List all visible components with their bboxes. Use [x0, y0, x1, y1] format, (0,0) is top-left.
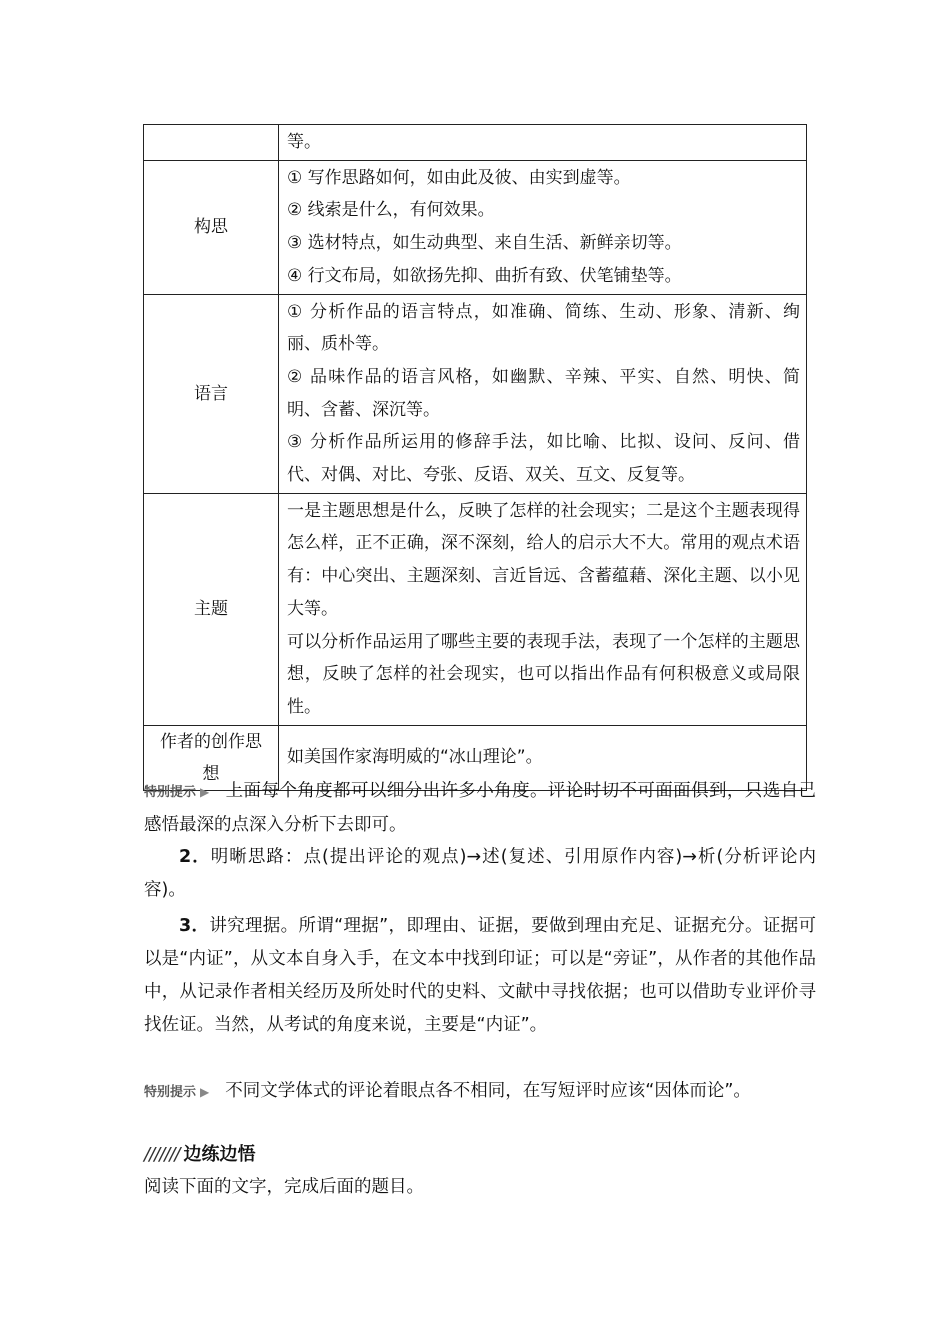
table-row	[144, 160, 807, 294]
tip-block-2	[144, 1075, 784, 1109]
tip-label: 特别提示	[144, 1085, 197, 1100]
play-arrow-icon: ▶	[200, 1085, 210, 1099]
content-line: ② 线索是什么，有何效果。	[287, 200, 495, 221]
point-text: 明晰思路：点(提出评论的观点)→述(复述、引用原作内容)→析(分析评论内容)。	[144, 847, 816, 900]
content-line: 等。	[287, 132, 321, 152]
tip-block-1	[144, 775, 816, 842]
content-line: 可以分析作品运用了哪些主要的表现手法，表现了一个怎样的主题思想，反映了怎样的社会现实，也可以指出作品有何积极意义或局限性。	[287, 631, 800, 717]
point-2	[144, 841, 816, 907]
table-row	[144, 125, 807, 161]
row-header-gousi: 构思	[144, 160, 279, 294]
row-content	[279, 294, 807, 493]
point-number: 3．	[179, 916, 210, 936]
section-heading	[144, 1138, 816, 1171]
practice-section	[144, 1138, 816, 1204]
table-row	[144, 493, 807, 725]
content-line: ④ 行文布局，如欲扬先抑、曲折有致、伏笔铺垫等。	[287, 265, 682, 286]
row-content	[279, 493, 807, 725]
content-line: ③ 分析作品所运用的修辞手法，如比喻、比拟、设问、反问、借代、对偶、对比、夸张、反语、双关、互文、反复等。	[287, 432, 800, 486]
point-number: 2．	[179, 847, 211, 867]
content-line: ② 品味作品的语言风格，如幽默、辛辣、平实、自然、明快、简明、含蓄、深沉等。	[287, 366, 800, 420]
content-line: ③ 选材特点，如生动典型、来自生活、新鲜亲切等。	[287, 233, 682, 254]
point-3	[144, 910, 816, 1042]
row-header	[144, 125, 279, 161]
row-header-author: 作者的创作思想	[144, 725, 279, 790]
play-arrow-icon: ▶	[200, 785, 210, 799]
tip-text: 上面每个角度都可以细分出许多小角度。评论时切不可面面俱到，只选自己感悟最深的点深入分析下去即可。	[144, 781, 816, 835]
criticism-angles-table	[143, 124, 807, 791]
row-content	[279, 160, 807, 294]
content-line: ① 写作思路如何，如由此及彼、由实到虚等。	[287, 167, 631, 188]
tip-label: 特别提示	[144, 785, 197, 800]
row-header-yuyan: 语言	[144, 294, 279, 493]
instruction-text: 阅读下面的文字，完成后面的题目。	[144, 1177, 424, 1197]
row-content	[279, 125, 807, 161]
row-header-zhuti: 主题	[144, 493, 279, 725]
tip-text: 不同文学体式的评论着眼点各不相同，在写短评时应该“因体而论”。	[225, 1081, 751, 1101]
content-line: 一是主题思想是什么，反映了怎样的社会现实；二是这个主题表现得怎么样，正不正确，深不深刻，给人的启示大不大。常用的观点术语有：中心突出、主题深刻、言近旨远、含蓄蕴藉、深化主题、以小见大等。	[287, 500, 800, 619]
decorative-slashes: ///////	[144, 1144, 180, 1165]
point-text: 讲究理据。所谓“理据”，即理由、证据，要做到理由充足、证据充分。证据可以是“内证”，从文本自身入手，在文本中找到印证；可以是“旁证”，从作者的其他作品中，从记录作者相关经历及所处时代的史料、文献中寻找依据；也可以借助专业评价寻找佐证。当然，从考试的角度来说，主要是“内证”。	[144, 916, 816, 1035]
table-row	[144, 294, 807, 493]
content-line: 如美国作家海明威的“冰山理论”。	[287, 747, 543, 768]
content-line: ① 分析作品的语言特点，如准确、简练、生动、形象、清新、绚丽、质朴等。	[287, 301, 800, 355]
section-title: 边练边悟	[183, 1144, 256, 1165]
